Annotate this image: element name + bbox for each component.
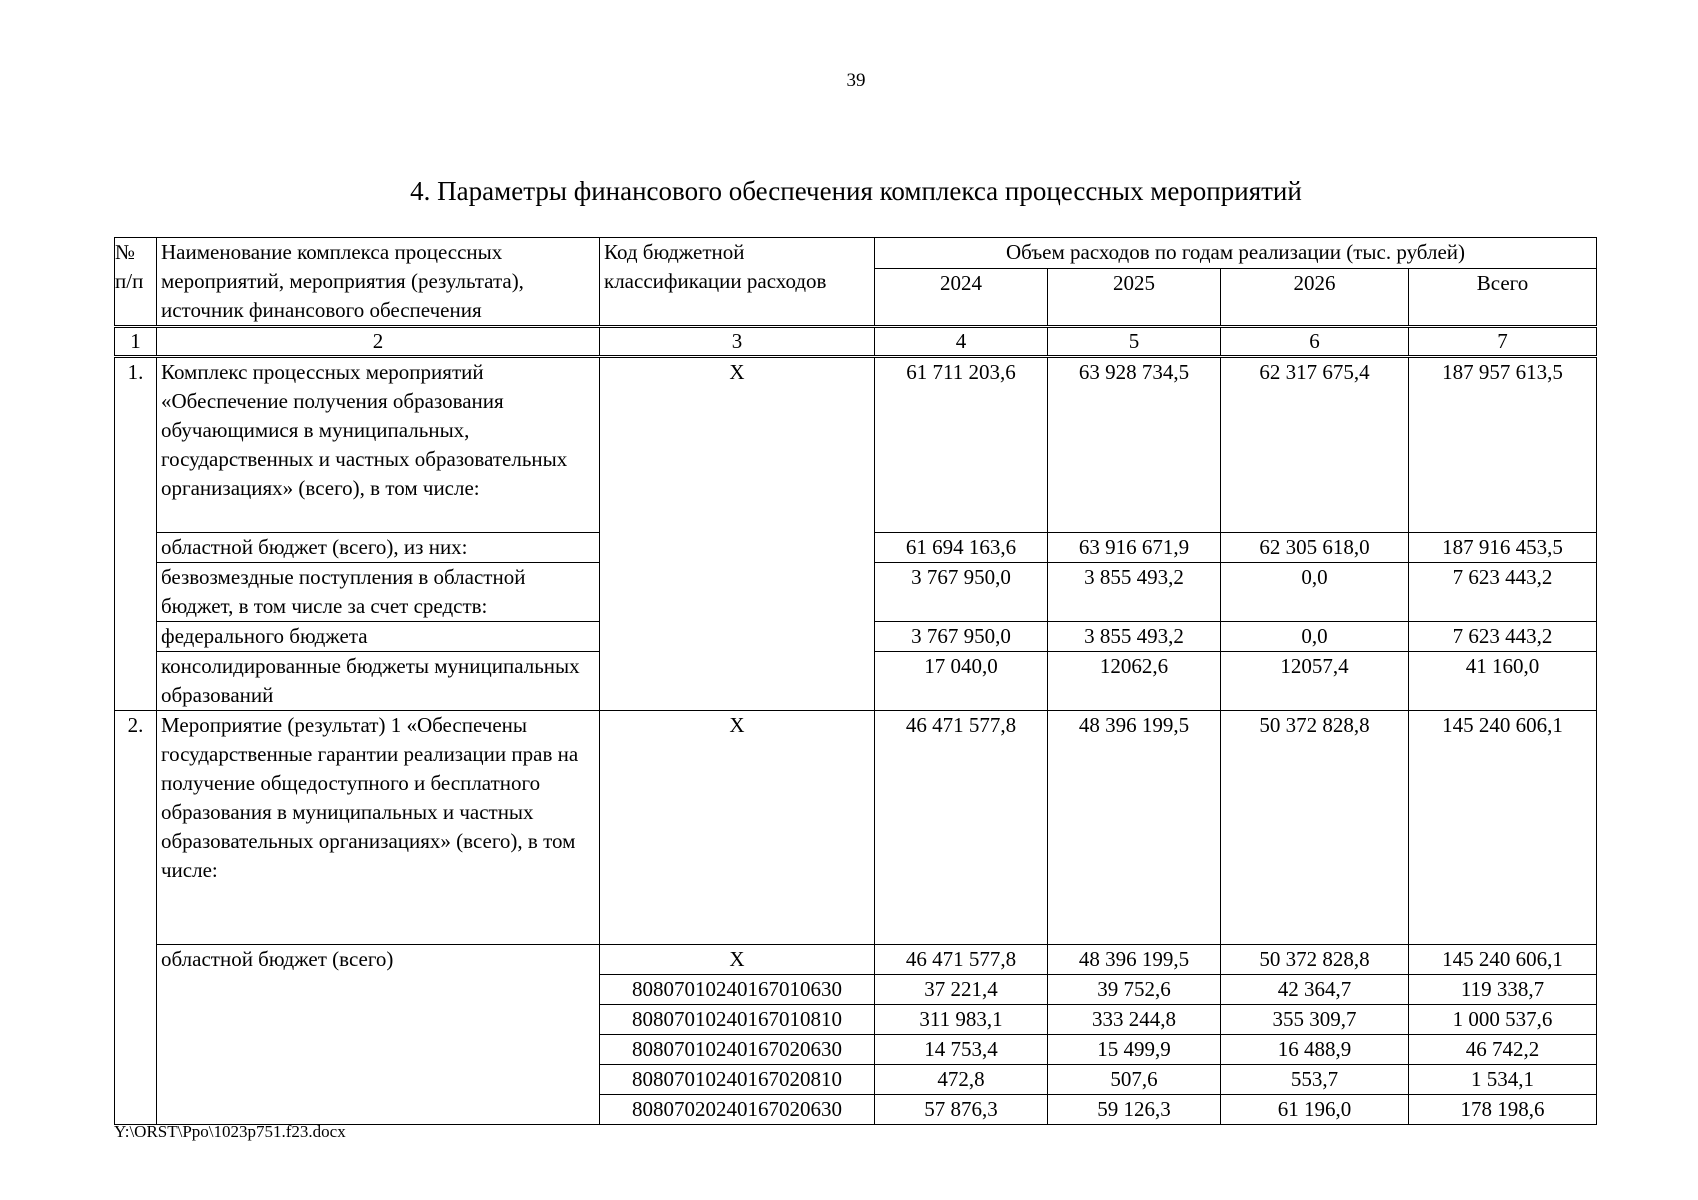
value-2024: 3 767 950,0 <box>875 563 1048 622</box>
value-2026: 12057,4 <box>1221 652 1409 711</box>
header-volume: Объем расходов по годам реализации (тыс. рублей) <box>875 238 1597 269</box>
row-name: Комплекс процессных мероприятий «Обеспечение получения образования обучающимися в муниципальных, государственных и частных образовательных организациях» (всего), в том числе: <box>157 357 600 533</box>
value-2024: 46 471 577,8 <box>875 711 1048 945</box>
value-2024: 61 694 163,6 <box>875 533 1048 563</box>
financing-table <box>114 237 1597 1125</box>
col-index: 2 <box>157 327 600 357</box>
value-2024: 46 471 577,8 <box>875 945 1048 975</box>
header-total: Всего <box>1409 269 1597 327</box>
file-path-footer: Y:\ORST\Ppo\1023p751.f23.docx <box>114 1122 346 1141</box>
value-2025: 48 396 199,5 <box>1048 711 1221 945</box>
header-code: Код бюджетной классификации расходов <box>600 238 875 327</box>
value-2025: 63 928 734,5 <box>1048 357 1221 533</box>
page-title: 4. Параметры финансового обеспечения комплекса процессных мероприятий <box>410 176 1302 206</box>
value-total: 46 742,2 <box>1409 1035 1597 1065</box>
row-name: безвозмездные поступления в областной бюджет, в том числе за счет средств: <box>157 563 600 622</box>
row-number: 1. <box>115 357 157 711</box>
value-2026: 553,7 <box>1221 1065 1409 1095</box>
header-year-2024: 2024 <box>875 269 1048 327</box>
row-name: областной бюджет (всего) <box>157 945 600 1125</box>
value-2026: 50 372 828,8 <box>1221 711 1409 945</box>
budget-code: 80807020240167020630 <box>600 1095 875 1125</box>
col-index: 1 <box>115 327 157 357</box>
value-total: 1 000 537,6 <box>1409 1005 1597 1035</box>
value-2026: 62 317 675,4 <box>1221 357 1409 533</box>
row-name: областной бюджет (всего), из них: <box>157 533 600 563</box>
col-index: 3 <box>600 327 875 357</box>
budget-code: 80807010240167020630 <box>600 1035 875 1065</box>
table-row <box>115 357 1597 533</box>
row-name: консолидированные бюджеты муниципальных образований <box>157 652 600 711</box>
value-2026: 50 372 828,8 <box>1221 945 1409 975</box>
value-total: 119 338,7 <box>1409 975 1597 1005</box>
value-2024: 14 753,4 <box>875 1035 1048 1065</box>
header-num: № п/п <box>115 238 157 327</box>
value-2026: 61 196,0 <box>1221 1095 1409 1125</box>
value-2024: 472,8 <box>875 1065 1048 1095</box>
value-2024: 61 711 203,6 <box>875 357 1048 533</box>
header-year-2026: 2026 <box>1221 269 1409 327</box>
value-2025: 333 244,8 <box>1048 1005 1221 1035</box>
value-2026: 0,0 <box>1221 563 1409 622</box>
value-2025: 39 752,6 <box>1048 975 1221 1005</box>
budget-code: 80807010240167020810 <box>600 1065 875 1095</box>
value-2024: 57 876,3 <box>875 1095 1048 1125</box>
col-index: 7 <box>1409 327 1597 357</box>
value-2025: 59 126,3 <box>1048 1095 1221 1125</box>
value-2026: 16 488,9 <box>1221 1035 1409 1065</box>
value-2024: 3 767 950,0 <box>875 622 1048 652</box>
value-2025: 507,6 <box>1048 1065 1221 1095</box>
value-total: 145 240 606,1 <box>1409 711 1597 945</box>
budget-code: X <box>600 711 875 945</box>
table-row <box>115 711 1597 945</box>
value-total: 7 623 443,2 <box>1409 563 1597 622</box>
budget-code: 80807010240167010630 <box>600 975 875 1005</box>
value-2026: 0,0 <box>1221 622 1409 652</box>
value-2026: 355 309,7 <box>1221 1005 1409 1035</box>
value-total: 187 957 613,5 <box>1409 357 1597 533</box>
value-2025: 3 855 493,2 <box>1048 622 1221 652</box>
value-2024: 17 040,0 <box>875 652 1048 711</box>
value-total: 41 160,0 <box>1409 652 1597 711</box>
header-year-2025: 2025 <box>1048 269 1221 327</box>
row-name: федерального бюджета <box>157 622 600 652</box>
header-name: Наименование комплекса процессных мероприятий, мероприятия (результата), источник финансового обеспечения <box>157 238 600 327</box>
value-2024: 311 983,1 <box>875 1005 1048 1035</box>
value-2025: 3 855 493,2 <box>1048 563 1221 622</box>
col-index: 6 <box>1221 327 1409 357</box>
value-2025: 12062,6 <box>1048 652 1221 711</box>
budget-code: 80807010240167010810 <box>600 1005 875 1035</box>
value-2024: 37 221,4 <box>875 975 1048 1005</box>
budget-code: X <box>600 357 875 711</box>
table-row <box>115 945 1597 975</box>
value-2025: 48 396 199,5 <box>1048 945 1221 975</box>
value-total: 7 623 443,2 <box>1409 622 1597 652</box>
value-2026: 62 305 618,0 <box>1221 533 1409 563</box>
column-index-row <box>115 327 1597 357</box>
row-name: Мероприятие (результат) 1 «Обеспечены государственные гарантии реализации прав на получение общедоступного и бесплатного образования в муниципальных и частных образовательных организациях» (всего), в том числе: <box>157 711 600 945</box>
value-2025: 63 916 671,9 <box>1048 533 1221 563</box>
value-total: 1 534,1 <box>1409 1065 1597 1095</box>
page-number: 39 <box>846 70 866 91</box>
value-2026: 42 364,7 <box>1221 975 1409 1005</box>
col-index: 4 <box>875 327 1048 357</box>
row-number: 2. <box>115 711 157 1125</box>
value-2025: 15 499,9 <box>1048 1035 1221 1065</box>
budget-code: X <box>600 945 875 975</box>
header-row <box>115 238 1597 269</box>
col-index: 5 <box>1048 327 1221 357</box>
value-total: 145 240 606,1 <box>1409 945 1597 975</box>
value-total: 187 916 453,5 <box>1409 533 1597 563</box>
value-total: 178 198,6 <box>1409 1095 1597 1125</box>
